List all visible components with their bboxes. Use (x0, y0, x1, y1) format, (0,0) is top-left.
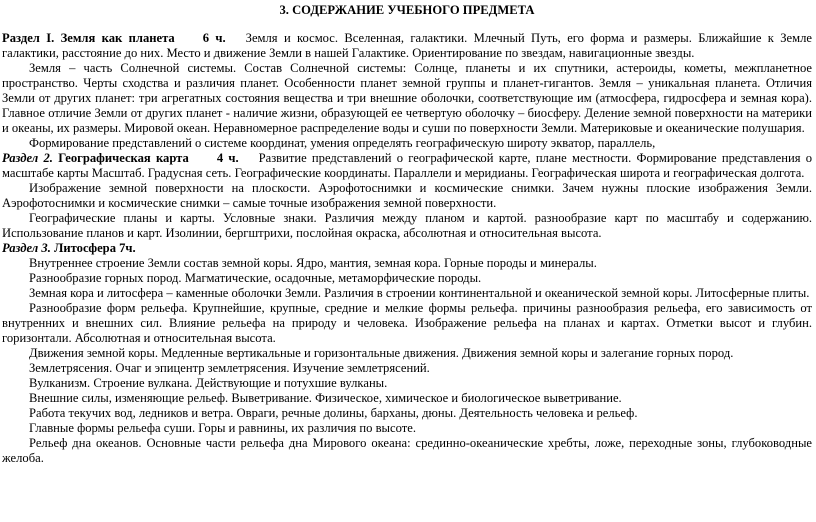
section-2-text: Развитие представлений о географической карте, плане местности. Формирование представления о масштабе карты Масштаб. Градусная сеть. Географические координаты. Параллели и меридианы. Географическая широта и географическая долгота. (2, 151, 813, 180)
section-1-text: Земля и космос. Вселенная, галактики. Млечный Путь, его форма и размеры. Ближайшие к Земле галактики, расстояние до них. Место и движение Земли в нашей Галактике. Ориентирование по звездам, навигационные звезды. (2, 31, 812, 60)
paragraph-surface-images: Изображение земной поверхности на плоскости. Аэрофотоснимки и космические снимки. Зачем нужны плоские изображения Земли. Аэрофотоснимки и космические снимки – самые точные изображения земной поверхности. (2, 181, 812, 210)
paragraph-ocean-floor: Рельеф дна океанов. Основные части рельефа дна Мирового океана: срединно-океанические хребты, ложе, переходные зоны, глубоководные желоба. (2, 436, 812, 465)
paragraph-landforms: Главные формы рельефа суши. Горы и равнины, их различия по высоте. (29, 421, 416, 435)
paragraph-external-forces: Внешние силы, изменяющие рельеф. Выветривание. Физическое, химическое и биологическое выветривание. (29, 391, 622, 405)
section-3-paragraph (2, 241, 812, 256)
paragraph-volcanism: Вулканизм. Строение вулкана. Действующие и потухшие вулканы. (29, 376, 388, 390)
paragraph-relief: Разнообразие форм рельефа. Крупнейшие, крупные, средние и мелкие формы рельефа. причины разнообразия рельефа, его зависимость от внутренних и внешних сил. Влияние рельефа на природу и человека. Изображение рельефа на планах и картах. Отметки высот и глубин. горизонтали. Абсолютная и относительная высота. (2, 301, 812, 345)
paragraph-crust-movements: Движения земной коры. Медленные вертикальные и горизонтальные движения. Движения земной коры и залегание горных пород. (29, 346, 734, 360)
paragraph-inner-structure: Внутреннее строение Земли состав земной коры. Ядро, мантия, земная кора. Горные породы и минералы. (29, 256, 597, 270)
section-2-paragraph (2, 151, 812, 181)
section-2-heading: Географическая карта (58, 151, 189, 165)
section-1-paragraph (2, 31, 812, 61)
document-title: 3. СОДЕРЖАНИЕ УЧЕБНОГО ПРЕДМЕТА (279, 3, 535, 17)
paragraph-running-water: Работа текучих вод, ледников и ветра. Овраги, речные долины, барханы, дюны. Деятельность человека и рельеф. (29, 406, 638, 420)
section-3-label: Раздел 3. (2, 241, 51, 255)
paragraph-coordinates: Формирование представлений о системе координат, умения определять географическую широту экватор, параллель, (29, 136, 656, 150)
paragraph-earth-solar-system: Земля – часть Солнечной системы. Состав Солнечной системы: Солнце, планеты и их спутники, астероиды, кометы, межпланетное пространство. Черты сходства и различия планет. Особенности планет земной группы и планет-гигантов. Земля – уникальная планета. Отличия Земли от других планет: три агрегатных состояния вещества и три внешние оболочки, соответствующие им (атмосфера, гидросфера и земная кора). Главное отличие Земли от других планет - наличие жизни, образующей ее четвертую оболочку – биосферу. Деление земной поверхности на материки и океаны, их размеры. Мировой океан. Неравномерное распределение воды и суши по поверхности Земли. Материковые и океанические полушария. (2, 61, 812, 135)
paragraph-rocks: Разнообразие горных пород. Магматические, осадочные, метаморфические породы. (29, 271, 482, 285)
paragraph-earthquakes: Землетрясения. Очаг и эпицентр землетрясения. Изучение землетрясений. (29, 361, 430, 375)
section-1-hours: 6 ч. (202, 31, 226, 45)
paragraph-plans-maps: Географические планы и карты. Условные знаки. Различия между планом и картой. разнообразие карт по масштабу и содержанию. Использование планов и карт. Изолинии, бергштрихи, послойная окраска, абсолютная и относительная высота. (2, 211, 812, 240)
section-1-heading: Раздел I. Земля как планета (2, 31, 175, 45)
paragraph-crust: Земная кора и литосфера – каменные оболочки Земли. Различия в строении континентальной и океанической земной коры. Литосферные плиты. (29, 286, 810, 300)
section-3-heading: Литосфера 7ч. (54, 241, 136, 255)
section-2-label: Раздел 2. (2, 151, 53, 165)
section-2-hours: 4 ч. (216, 151, 239, 165)
